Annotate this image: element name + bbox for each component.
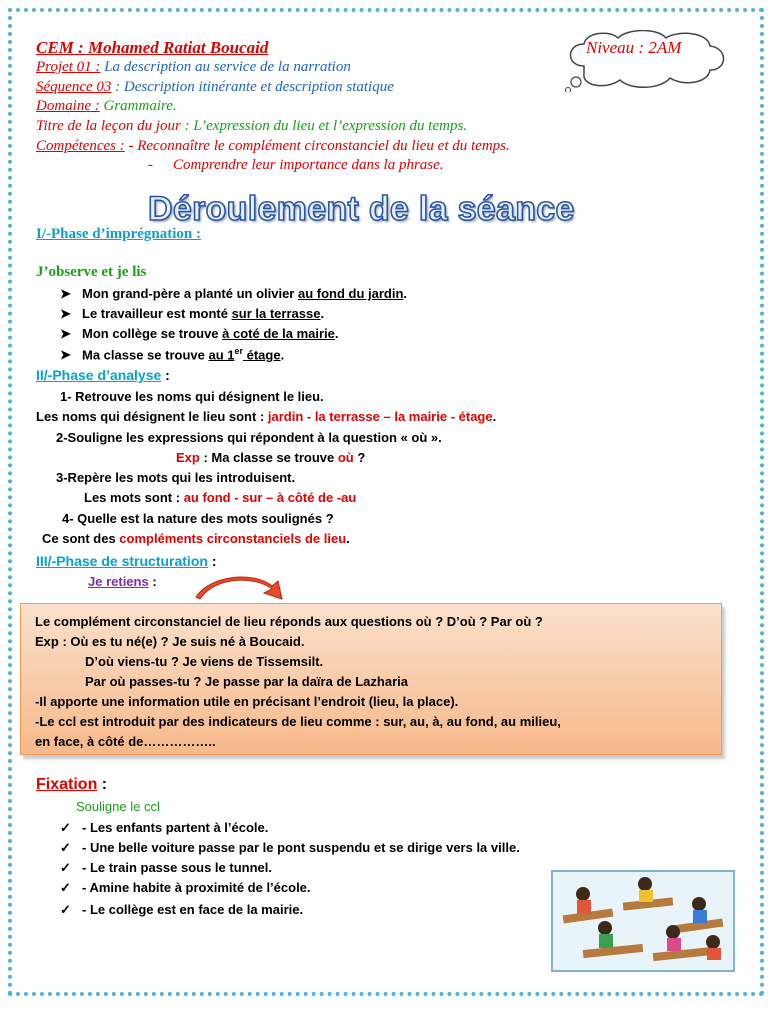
- exercise-item-4-text: - Amine habite à proximité de l’école.: [82, 880, 311, 895]
- answer-1-text: Les noms qui désignent le lieu sont :: [36, 409, 268, 424]
- rule-line-1: Le complément circonstanciel de lieu réponds aux questions où ? D’où ? Par où ?: [35, 614, 543, 629]
- competence-2-line: [148, 157, 444, 174]
- exercise-item-2: [60, 840, 520, 856]
- rule-line-7: en face, à côté de……………..: [35, 734, 216, 749]
- phase2-colon: :: [161, 367, 170, 383]
- answer-3-text: Les mots sont :: [84, 490, 184, 505]
- exercise-item-5-text: - Le collège est en face de la mairie.: [82, 902, 304, 917]
- sentence-3-end: .: [334, 326, 339, 341]
- sentence-1-underlined: au fond du jardin: [297, 286, 404, 301]
- exercise-item-5: [60, 902, 303, 918]
- answer-1: [36, 409, 496, 424]
- page-title: Déroulement de la séance: [148, 190, 575, 228]
- sentence-4-end: .: [280, 347, 285, 363]
- sentence-2-text: Le travailleur est monté: [82, 306, 232, 321]
- rule-box: [20, 603, 722, 755]
- answer-4: [42, 531, 350, 546]
- competence-2: Comprendre leur importance dans la phrase.: [173, 157, 444, 173]
- sequence-label: Séquence 03: [36, 79, 112, 95]
- phase3-colon: :: [207, 553, 217, 569]
- answer-4-highlight: compléments circonstanciels de lieu: [119, 531, 347, 546]
- phase1-heading: I/-Phase d’imprégnation :: [36, 226, 201, 242]
- school-name: CEM : Mohamed Ratiat Boucaid: [36, 38, 269, 57]
- observe-heading: J’observe et je lis: [36, 264, 147, 280]
- fixation-instruction: Souligne le ccl: [76, 799, 160, 814]
- sentence-3-underlined: à coté de la mairie: [222, 326, 335, 341]
- curved-arrow-icon: [194, 573, 284, 603]
- sentence-3: [60, 326, 339, 342]
- example-highlight: où: [337, 450, 354, 465]
- classroom-illustration: [551, 870, 735, 972]
- answer-4-end: .: [346, 531, 350, 546]
- fixation-colon: :: [97, 776, 108, 793]
- rule-line-5: -Il apporte une information utile en précisant l’endroit (lieu, la place).: [35, 694, 459, 709]
- answer-1-highlight: jardin - la terrasse – la mairie - étage: [267, 409, 493, 424]
- checkmark-icon: ✓: [60, 902, 71, 917]
- rule-line-6: -Le ccl est introduit par des indicateurs de lieu comme : sur, au, à, au fond, au milieu,: [35, 714, 561, 729]
- sentence-2: [60, 306, 324, 322]
- exercise-item-1: [60, 820, 268, 836]
- rule-line-4: Par où passes-tu ? Je passe par la daïra de Lazharia: [85, 674, 408, 689]
- projet-line: [36, 59, 351, 76]
- example-text: : Ma classe se trouve: [199, 450, 338, 465]
- exercise-item-4: [60, 880, 311, 896]
- rule-line-3: D’où viens-tu ? Je viens de Tissemsilt.: [85, 654, 324, 669]
- competence-1: - Reconnaître le complément circonstanciel du lieu et du temps.: [124, 138, 510, 154]
- sentence-2-end: .: [320, 306, 325, 321]
- checkmark-icon: ✓: [60, 880, 71, 895]
- fixation-heading: Fixation: [36, 776, 98, 793]
- projet-label: Projet 01 :: [36, 59, 101, 75]
- arrow-bullet-icon: ➤: [60, 347, 71, 363]
- domaine-line: [36, 98, 177, 115]
- example-line: [176, 450, 365, 465]
- sentence-4: [60, 346, 284, 363]
- arrow-bullet-icon: ➤: [60, 306, 71, 321]
- domaine-value: Grammaire.: [99, 98, 177, 114]
- sentence-2-underlined: sur la terrasse: [231, 306, 321, 321]
- checkmark-icon: ✓: [60, 840, 71, 855]
- competences-line: [36, 138, 510, 155]
- sequence-line: [36, 79, 394, 96]
- sentence-4-text: Ma classe se trouve: [82, 347, 209, 363]
- phase2-heading-line: [36, 367, 170, 383]
- fixation-heading-line: [36, 776, 107, 794]
- retiens-colon: :: [148, 574, 157, 589]
- question-4: 4- Quelle est la nature des mots soulignés ?: [62, 511, 334, 526]
- example-end: ?: [353, 450, 366, 465]
- sentence-1-text: Mon grand-père a planté un olivier: [82, 286, 298, 301]
- question-2: 2-Souligne les expressions qui répondent à la question « où ».: [56, 430, 442, 445]
- exercise-item-1-text: - Les enfants partent à l’école.: [82, 820, 269, 835]
- titre-value: : L’expression du lieu et l’expression du temps.: [180, 118, 468, 134]
- exercise-item-2-text: - Une belle voiture passe par le pont suspendu et se dirige vers la ville.: [82, 840, 520, 855]
- phase2-heading: II/-Phase d’analyse: [36, 367, 162, 383]
- competences-label: Compétences :: [36, 138, 125, 154]
- exercise-item-3: [60, 860, 272, 876]
- sentence-4-underlined-2: étage: [243, 347, 281, 363]
- sentence-4-sup: er: [234, 346, 243, 356]
- sentence-1-end: .: [403, 286, 408, 301]
- sentence-1: [60, 286, 407, 302]
- arrow-bullet-icon: ➤: [60, 326, 71, 341]
- sentence-4-underlined: au 1: [208, 347, 235, 363]
- retiens-label: Je retiens: [88, 574, 149, 589]
- sentence-3-text: Mon collège se trouve: [82, 326, 223, 341]
- example-label: Exp: [176, 450, 200, 465]
- projet-value: La description au service de la narration: [100, 59, 351, 75]
- answer-1-end: .: [492, 409, 497, 424]
- question-1: 1- Retrouve les noms qui désignent le lieu.: [60, 389, 324, 404]
- phase3-heading: III/-Phase de structuration: [36, 553, 208, 569]
- level-label: Niveau : 2AM: [586, 38, 682, 57]
- checkmark-icon: ✓: [60, 860, 71, 875]
- domaine-label: Domaine :: [36, 98, 100, 114]
- sequence-value: : Description itinérante et description statique: [111, 79, 394, 95]
- rule-line-2: Exp : Où es tu né(e) ? Je suis né à Boucaid.: [35, 634, 305, 649]
- question-3: 3-Repère les mots qui les introduisent.: [56, 470, 296, 485]
- competence-2-dash: -: [148, 157, 153, 173]
- exercise-item-3-text: - Le train passe sous le tunnel.: [82, 860, 272, 875]
- arrow-bullet-icon: ➤: [60, 286, 71, 301]
- titre-line: [36, 118, 467, 135]
- titre-label: Titre de la leçon du jour: [36, 118, 181, 134]
- answer-4-text: Ce sont des: [42, 531, 120, 546]
- answer-3: [84, 490, 356, 505]
- retiens-line: [88, 574, 157, 589]
- answer-3-highlight: au fond - sur – à côté de -au: [183, 490, 357, 505]
- checkmark-icon: ✓: [60, 820, 71, 835]
- phase3-heading-line: [36, 553, 217, 569]
